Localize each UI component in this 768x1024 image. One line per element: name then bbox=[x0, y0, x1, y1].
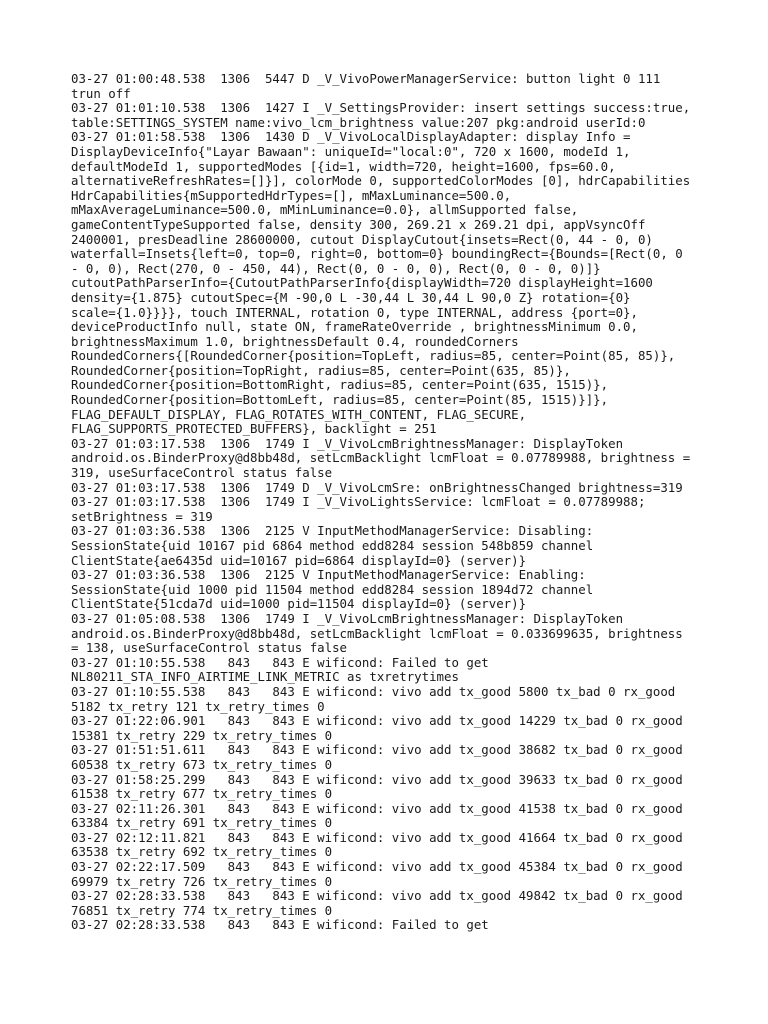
log-line: 63384 tx_retry 691 tx_retry_times 0 bbox=[71, 815, 333, 831]
log-line: 03-27 01:51:51.611 843 843 E wificond: vivo add tx_good 38682 tx_bad 0 rx_good bbox=[71, 742, 683, 758]
log-line: 03-27 01:00:48.538 1306 5447 D _V_VivoPowerManagerService: button light 0 111 bbox=[71, 71, 661, 86]
log-line: 03-27 01:03:17.538 1306 1749 I _V_VivoLcmBrightnessManager: DisplayToken bbox=[71, 435, 624, 451]
log-line: 03-27 01:01:58.538 1306 1430 D _V_VivoLocalDisplayAdapter: display Info = bbox=[71, 129, 631, 145]
log-line: 15381 tx_retry 229 tx_retry_times 0 bbox=[71, 727, 333, 743]
log-line: cutoutPathParserInfo={CutoutPathParserInfo{displayWidth=720 displayHeight=1600 bbox=[71, 275, 653, 291]
log-line: 03-27 01:10:55.538 843 843 E wificond: vivo add tx_good 5800 tx_bad 0 rx_good bbox=[71, 683, 676, 699]
log-line: FLAG_DEFAULT_DISPLAY, FLAG_ROTATES_WITH_CONTENT, FLAG_SECURE, bbox=[71, 406, 527, 422]
log-line: android.os.BinderProxy@d8bb48d, setLcmBacklight lcmFloat = 0.033699635, brightness bbox=[71, 625, 683, 641]
log-line: density={1.875} cutoutSpec={M -90,0 L -30,44 L 30,44 L 90,0 Z} rotation={0} bbox=[71, 289, 631, 305]
log-line: SessionState{uid 10167 pid 6864 method edd8284 session 548b859 channel bbox=[71, 538, 594, 553]
log-line: 03-27 02:28:33.538 843 843 E wificond: vivo add tx_good 49842 tx_bad 0 rx_good bbox=[71, 888, 683, 904]
log-line: 03-27 01:05:08.538 1306 1749 I _V_VivoLcmBrightnessManager: DisplayToken bbox=[71, 610, 624, 626]
log-line: 03-27 01:10:55.538 843 843 E wificond: Failed to get bbox=[71, 654, 489, 670]
log-line: alternativeRefreshRates=[]}], colorMode 0, supportedColorModes [0], hdrCapabilities bbox=[71, 173, 691, 189]
log-line: 61538 tx_retry 677 tx_retry_times 0 bbox=[71, 786, 333, 802]
log-line: 03-27 02:28:33.538 843 843 E wificond: Failed to get bbox=[71, 917, 489, 933]
log-line: SessionState{uid 1000 pid 11504 method edd8284 session 1894d72 channel bbox=[71, 581, 594, 597]
log-line: RoundedCorner{position=BottomLeft, radius=85, center=Point(85, 1515)}]}, bbox=[71, 392, 609, 408]
log-line: RoundedCorner{position=TopRight, radius=85, center=Point(635, 85)}, bbox=[71, 362, 571, 378]
log-line: - 0, 0), Rect(270, 0 - 450, 44), Rect(0, 0 - 0, 0), Rect(0, 0 - 0, 0)]} bbox=[71, 260, 601, 276]
log-line: 03-27 01:22:06.901 843 843 E wificond: vivo add tx_good 14229 tx_bad 0 rx_good bbox=[71, 713, 683, 729]
log-line: 03-27 01:01:10.538 1306 1427 I _V_SettingsProvider: insert settings success:true, bbox=[71, 100, 691, 116]
log-line: gameContentTypeSupported false, density 300, 269.21 x 269.21 dpi, appVsyncOff bbox=[71, 216, 646, 232]
log-line: FLAG_SUPPORTS_PROTECTED_BUFFERS}, backlight = 251 bbox=[71, 421, 437, 437]
log-line: 03-27 02:12:11.821 843 843 E wificond: vivo add tx_good 41664 tx_bad 0 rx_good bbox=[71, 829, 683, 845]
log-line: deviceProductInfo null, state ON, frameRateOverride , brightnessMinimum 0.0, bbox=[71, 319, 638, 335]
log-line: mMaxAverageLuminance=500.0, mMinLuminance=0.0}, allmSupported false, bbox=[71, 202, 579, 218]
log-line: 03-27 02:11:26.301 843 843 E wificond: vivo add tx_good 41538 tx_bad 0 rx_good bbox=[71, 800, 683, 816]
log-line: 03-27 01:03:36.538 1306 2125 V InputMethodManagerService: Enabling: bbox=[71, 567, 586, 583]
log-line: = 138, useSurfaceControl status false bbox=[71, 640, 348, 656]
log-line: 2400001, presDeadline 28600000, cutout DisplayCutout{insets=Rect(0, 44 - 0, 0) bbox=[71, 231, 653, 247]
log-line: HdrCapabilities{mSupportedHdrTypes=[], mMaxLuminance=500.0, bbox=[71, 187, 512, 203]
log-line: NL80211_STA_INFO_AIRTIME_LINK_METRIC as txretrytimes bbox=[71, 669, 459, 685]
log-line: DisplayDeviceInfo{"Layar Bawaan": uniqueId="local:0", 720 x 1600, modeId 1, bbox=[71, 143, 631, 159]
log-line: scale={1.0}}}}, touch INTERNAL, rotation 0, type INTERNAL, address {port=0}, bbox=[71, 304, 638, 320]
log-text-block bbox=[71, 72, 711, 933]
log-line: 63538 tx_retry 692 tx_retry_times 0 bbox=[71, 844, 333, 860]
log-line: defaultModeId 1, supportedModes [{id=1, width=720, height=1600, fps=60.0, bbox=[71, 158, 616, 174]
log-line: 03-27 01:03:17.538 1306 1749 I _V_VivoLightsService: lcmFloat = 0.07789988; bbox=[71, 494, 646, 510]
log-line: 60538 tx_retry 673 tx_retry_times 0 bbox=[71, 756, 333, 772]
log-line: waterfall=Insets{left=0, top=0, right=0, bottom=0} boundingRect={Bounds=[Rect(0, 0 bbox=[71, 246, 683, 262]
log-line: ClientState{ae6435d uid=10167 pid=6864 displayId=0} (server)} bbox=[71, 552, 527, 568]
log-line: brightnessMaximum 1.0, brightnessDefault 0.4, roundedCorners bbox=[71, 333, 519, 349]
log-line: 76851 tx_retry 774 tx_retry_times 0 bbox=[71, 902, 333, 918]
log-line: 03-27 02:22:17.509 843 843 E wificond: vivo add tx_good 45384 tx_bad 0 rx_good bbox=[71, 859, 683, 875]
log-line: table:SETTINGS_SYSTEM name:vivo_lcm_brightness value:207 pkg:android userId:0 bbox=[71, 114, 646, 130]
log-line: 03-27 01:03:17.538 1306 1749 D _V_VivoLcmSre: onBrightnessChanged brightness=319 bbox=[71, 479, 683, 495]
log-line: 69979 tx_retry 726 tx_retry_times 0 bbox=[71, 873, 333, 889]
log-line: ClientState{51cda7d uid=1000 pid=11504 displayId=0} (server)} bbox=[71, 596, 527, 612]
log-line: 5182 tx_retry 121 tx_retry_times 0 bbox=[71, 698, 325, 714]
log-line: 319, useSurfaceControl status false bbox=[71, 465, 333, 481]
log-line: RoundedCorners{[RoundedCorner{position=TopLeft, radius=85, center=Point(85, 85)}, bbox=[71, 348, 676, 364]
log-line: trun off bbox=[71, 85, 131, 101]
log-line: setBrightness = 319 bbox=[71, 508, 213, 524]
log-line: 03-27 01:58:25.299 843 843 E wificond: vivo add tx_good 39633 tx_bad 0 rx_good bbox=[71, 771, 683, 787]
log-line: RoundedCorner{position=BottomRight, radius=85, center=Point(635, 1515)}, bbox=[71, 377, 609, 393]
log-line: android.os.BinderProxy@d8bb48d, setLcmBacklight lcmFloat = 0.07789988, brightness = bbox=[71, 450, 691, 466]
log-line: 03-27 01:03:36.538 1306 2125 V InputMethodManagerService: Disabling: bbox=[71, 523, 594, 539]
